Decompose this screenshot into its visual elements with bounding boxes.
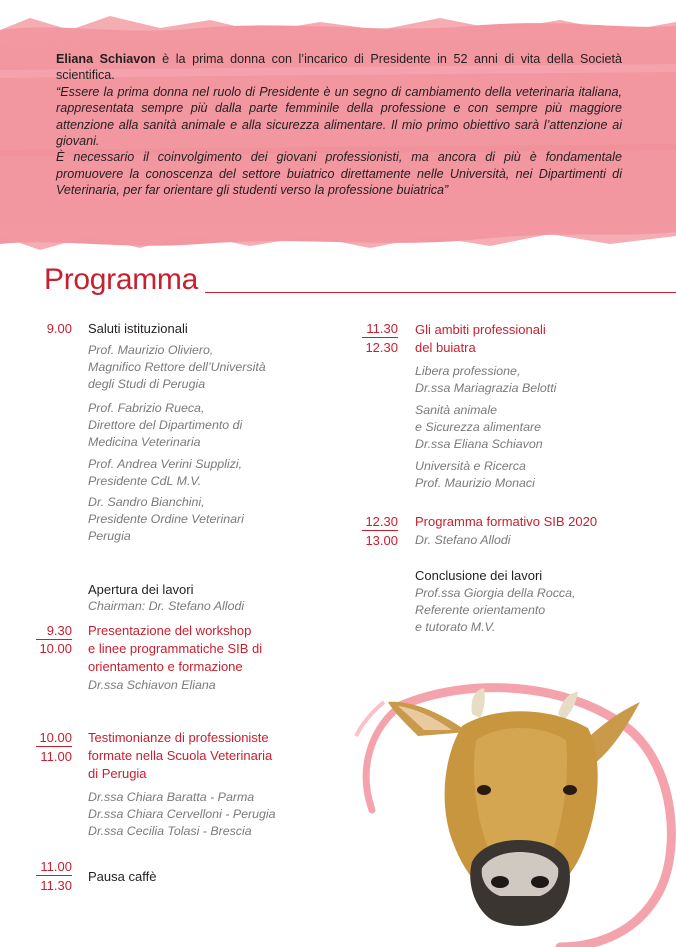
time-1300: 13.00 [365,533,398,548]
intro-quote-2: È necessario il coinvolgimento dei giovani professionisti, ma ancora di più è fondamentale promuovere la conoscenza del settore buiatrico direttamente nelle Università, nei Dipartimenti di Veterinaria, per far orientare gli studenti verso la professione buiatrica” [56,150,622,198]
conclusione-title: Conclusione dei lavori [415,568,543,583]
testimonianze-people: Dr.ssa Chiara Baratta - Parma Dr.ssa Chiara Cervelloni - Perugia Dr.ssa Cecilia Tolasi - Brescia [88,790,276,838]
saluti-person-1: Prof. Maurizio Oliviero, Magnifico Rettore dell’Università degli Studi di Perugia [88,343,266,391]
conclusione-by: Prof.ssa Giorgia della Rocca, Referente orientamento e tutorato M.V. [415,586,576,634]
time-1230: 12.30 [365,340,398,355]
presentazione-by: Dr.ssa Schiavon Eliana [88,678,216,692]
chairman: Chairman: Dr. Stefano Allodi [88,599,245,613]
ambiti-person-2: Sanità animale e Sicurezza alimentare Dr.ssa Eliana Schiavon [415,403,543,451]
time-1130: 11.30 [40,878,72,893]
intro-lead-rest: è la prima donna con l’incarico di Presidente in 52 anni di vita della Società scientifica. [56,52,622,83]
time-1230b: 12.30 [362,514,398,531]
presentazione-title: Presentazione del workshop e linee programmatiche SIB di orientamento e formazione [88,623,263,674]
ambiti-title: Gli ambiti professionali del buiatra [415,322,546,355]
time-1100b: 11.00 [36,859,72,876]
intro-quote-1: “Essere la prima donna nel ruolo di Presidente è un segno di cambiamento della veterinaria italiana, rappresentata sempre più dalla parte femminile della professione e con sempre più maggiore attenzione alla sanità animale e alla sicurezza alimentare. Il mio primo obiettivo sarà l’attenzione ai giovani. [56,84,622,149]
time-1100: 11.00 [40,749,72,764]
time-900: 9.00 [46,321,72,336]
intro-name: Eliana Schiavon [56,52,156,66]
saluti-title: Saluti istituzionali [88,321,188,336]
programma-sib-by: Dr. Stefano Allodi [415,533,511,547]
page-title: Programma [44,263,199,296]
apertura-title: Apertura dei lavori [88,582,194,597]
time-1000: 10.00 [39,641,72,656]
saluti-person-2: Prof. Fabrizio Rueca, Direttore del Dipartimento di Medicina Veterinaria [88,401,243,449]
ambiti-person-3: Università e Ricerca Prof. Maurizio Monaci [415,459,535,490]
saluti-person-3: Prof. Andrea Verini Supplizi, Presidente CdL M.V. [88,457,243,488]
programma-sib-title: Programma formativo SIB 2020 [415,514,598,529]
ambiti-person-1: Libera professione, Dr.ssa Mariagrazia Belotti [415,364,557,395]
pausa-title: Pausa caffè [88,869,157,884]
time-930: 9.30 [36,623,72,640]
testimonianze-title: Testimonianze di professioniste formate nella Scuola Veterinaria di Perugia [88,730,273,781]
saluti-person-4: Dr. Sandro Bianchini, Presidente Ordine Veterinari Perugia [88,495,244,543]
time-1130-right: 11.30 [362,321,398,338]
time-1000b: 10.00 [36,730,72,747]
